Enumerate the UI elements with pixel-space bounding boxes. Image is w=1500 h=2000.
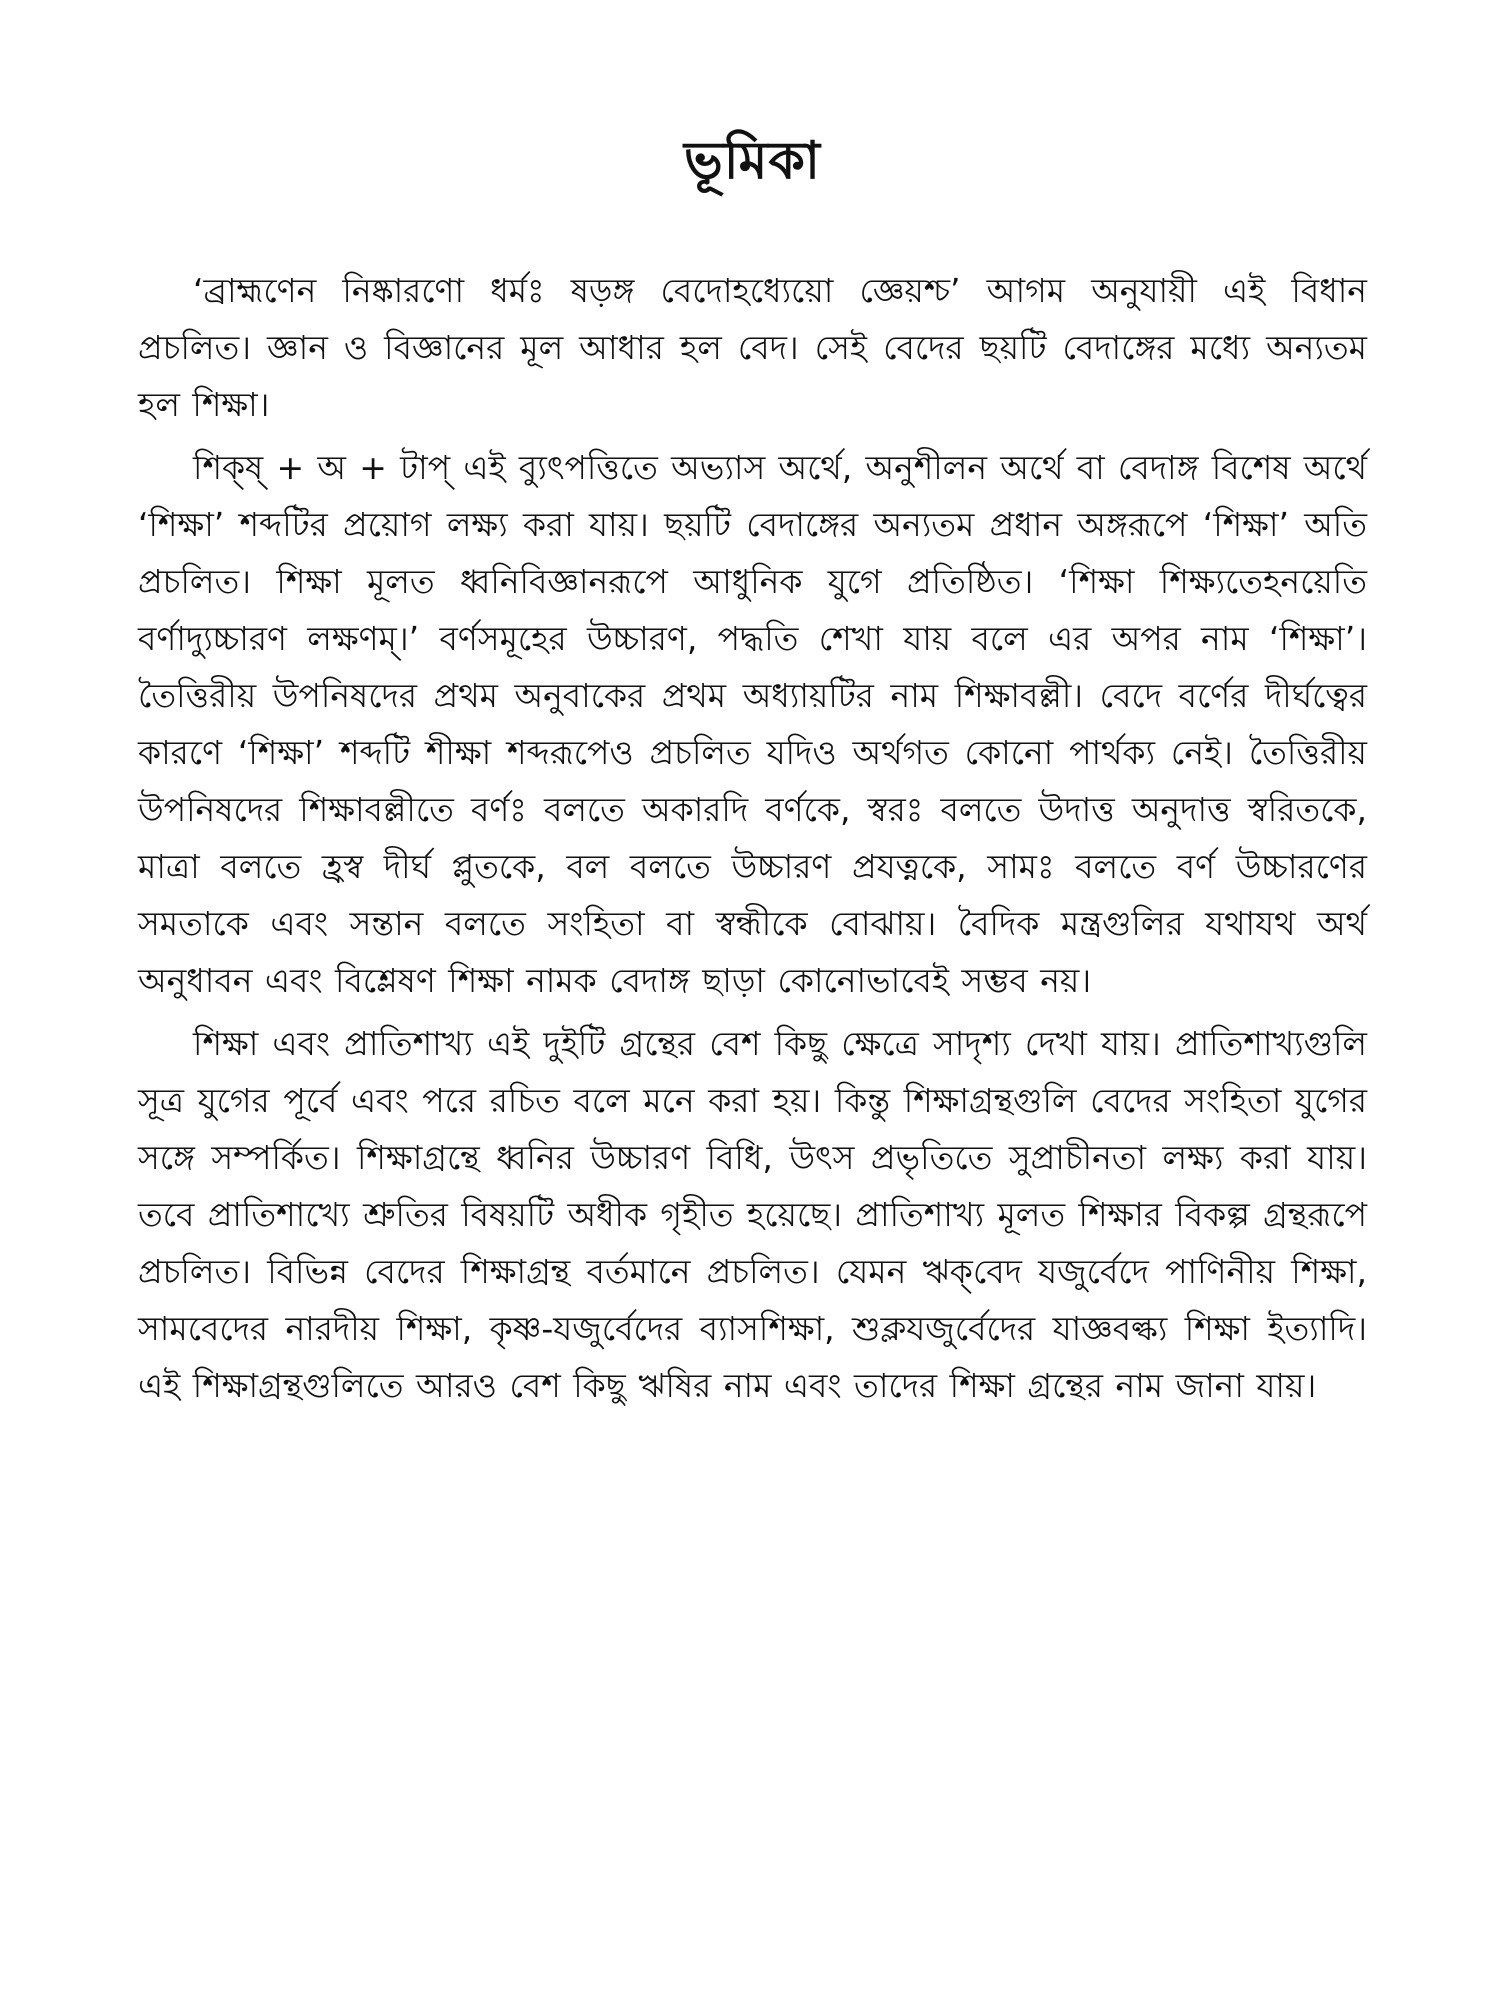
paragraph-1: ‘ব্রাহ্মণেন নিষ্কারণো ধর্মঃ ষড়ঙ্গ বেদোহধ্যেয়ো জ্ঞেয়শ্চ’ আগম অনুযায়ী এই বিধান প্রচলিত। জ্ঞান ও বিজ্ঞানের মূল আধার হল বেদ। সেই বেদের ছয়টি বেদাঙ্গের মধ্যে অন্যতম হল শিক্ষা। [138,271,1367,425]
page-title: ভূমিকা [684,131,821,191]
paragraph-2: শিক্ষ্ + অ + টাপ্ এই ব্যুৎপত্তিতে অভ্যাস অর্থে, অনুশীলন অর্থে বা বেদাঙ্গ বিশেষ অর্থে ‘শিক্ষা’ শব্দটির প্রয়োগ লক্ষ্য করা যায়। ছয়টি বেদাঙ্গের অন্যতম প্রধান অঙ্গরূপে ‘শিক্ষা’ অতি প্রচলিত। শিক্ষা মূলত ধ্বনিবিজ্ঞানরূপে আধুনিক যুগে প্রতিষ্ঠিত। ‘শিক্ষা শিক্ষ্যতেহনয়েতি বর্ণাদ্যুচ্চারণ লক্ষণম্।’ বর্ণসমূহের উচ্চারণ, পদ্ধতি শেখা যায় বলে এর অপর নাম ‘শিক্ষা’। তৈত্তিরীয় উপনিষদের প্রথম অনুবাকের প্রথম অধ্যায়টির নাম শিক্ষাবল্লী। বেদে বর্ণের দীর্ঘত্বের কারণে ‘শিক্ষা’ শব্দটি শীক্ষা শব্দরূপেও প্রচলিত যদিও অর্থগত কোনো পার্থক্য নেই। তৈত্তিরীয় উপনিষদের শিক্ষাবল্লীতে বর্ণঃ বলতে অকারদি বর্ণকে, স্বরঃ বলতে উদাত্ত অনুদাত্ত স্বরিতকে, মাত্রা বলতে হ্রস্ব দীর্ঘ প্লুতকে, বল বলতে উচ্চারণ প্রযত্নকে, সামঃ বলতে বর্ণ উচ্চারণের সমতাকে এবং সন্তান বলতে সংহিতা বা স্বন্ধীকে বোঝায়। বৈদিক মন্ত্রগুলির যথাযথ অর্থ অনুধাবন এবং বিশ্লেষণ শিক্ষা নামক বেদাঙ্গ ছাড়া কোনোভাবেই সম্ভব নয়। [138,448,1367,1001]
paragraph-3: শিক্ষা এবং প্রাতিশাখ্য এই দুইটি গ্রন্থের বেশ কিছু ক্ষেত্রে সাদৃশ্য দেখা যায়। প্রাতিশাখ্যগুলি সূত্র যুগের পূর্বে এবং পরে রচিত বলে মনে করা হয়। কিন্তু শিক্ষাগ্রন্থগুলি বেদের সংহিতা যুগের সঙ্গে সম্পর্কিত। শিক্ষাগ্রন্থে ধ্বনির উচ্চারণ বিধি, উৎস প্রভৃতিতে সুপ্রাচীনতা লক্ষ্য করা যায়। তবে প্রাতিশাখ্যে শ্রুতির বিষয়টি অধীক গৃহীত হয়েছে। প্রাতিশাখ্য মূলত শিক্ষার বিকল্প গ্রন্থরূপে প্রচলিত। বিভিন্ন বেদের শিক্ষাগ্রন্থ বর্তমানে প্রচলিত। যেমন ঋক্‌বেদ যজুর্বেদে পাণিনীয় শিক্ষা, সামবেদের নারদীয় শিক্ষা, কৃষ্ণ-যজুর্বেদের ব্যাসশিক্ষা, শুক্লযজুর্বেদের যাজ্ঞবল্ক্য শিক্ষা ইত্যাদি। এই শিক্ষাগ্রন্থগুলিতে আরও বেশ কিছু ঋষির নাম এবং তাদের শিক্ষা গ্রন্থের নাম জানা যায়। [138,1024,1367,1406]
